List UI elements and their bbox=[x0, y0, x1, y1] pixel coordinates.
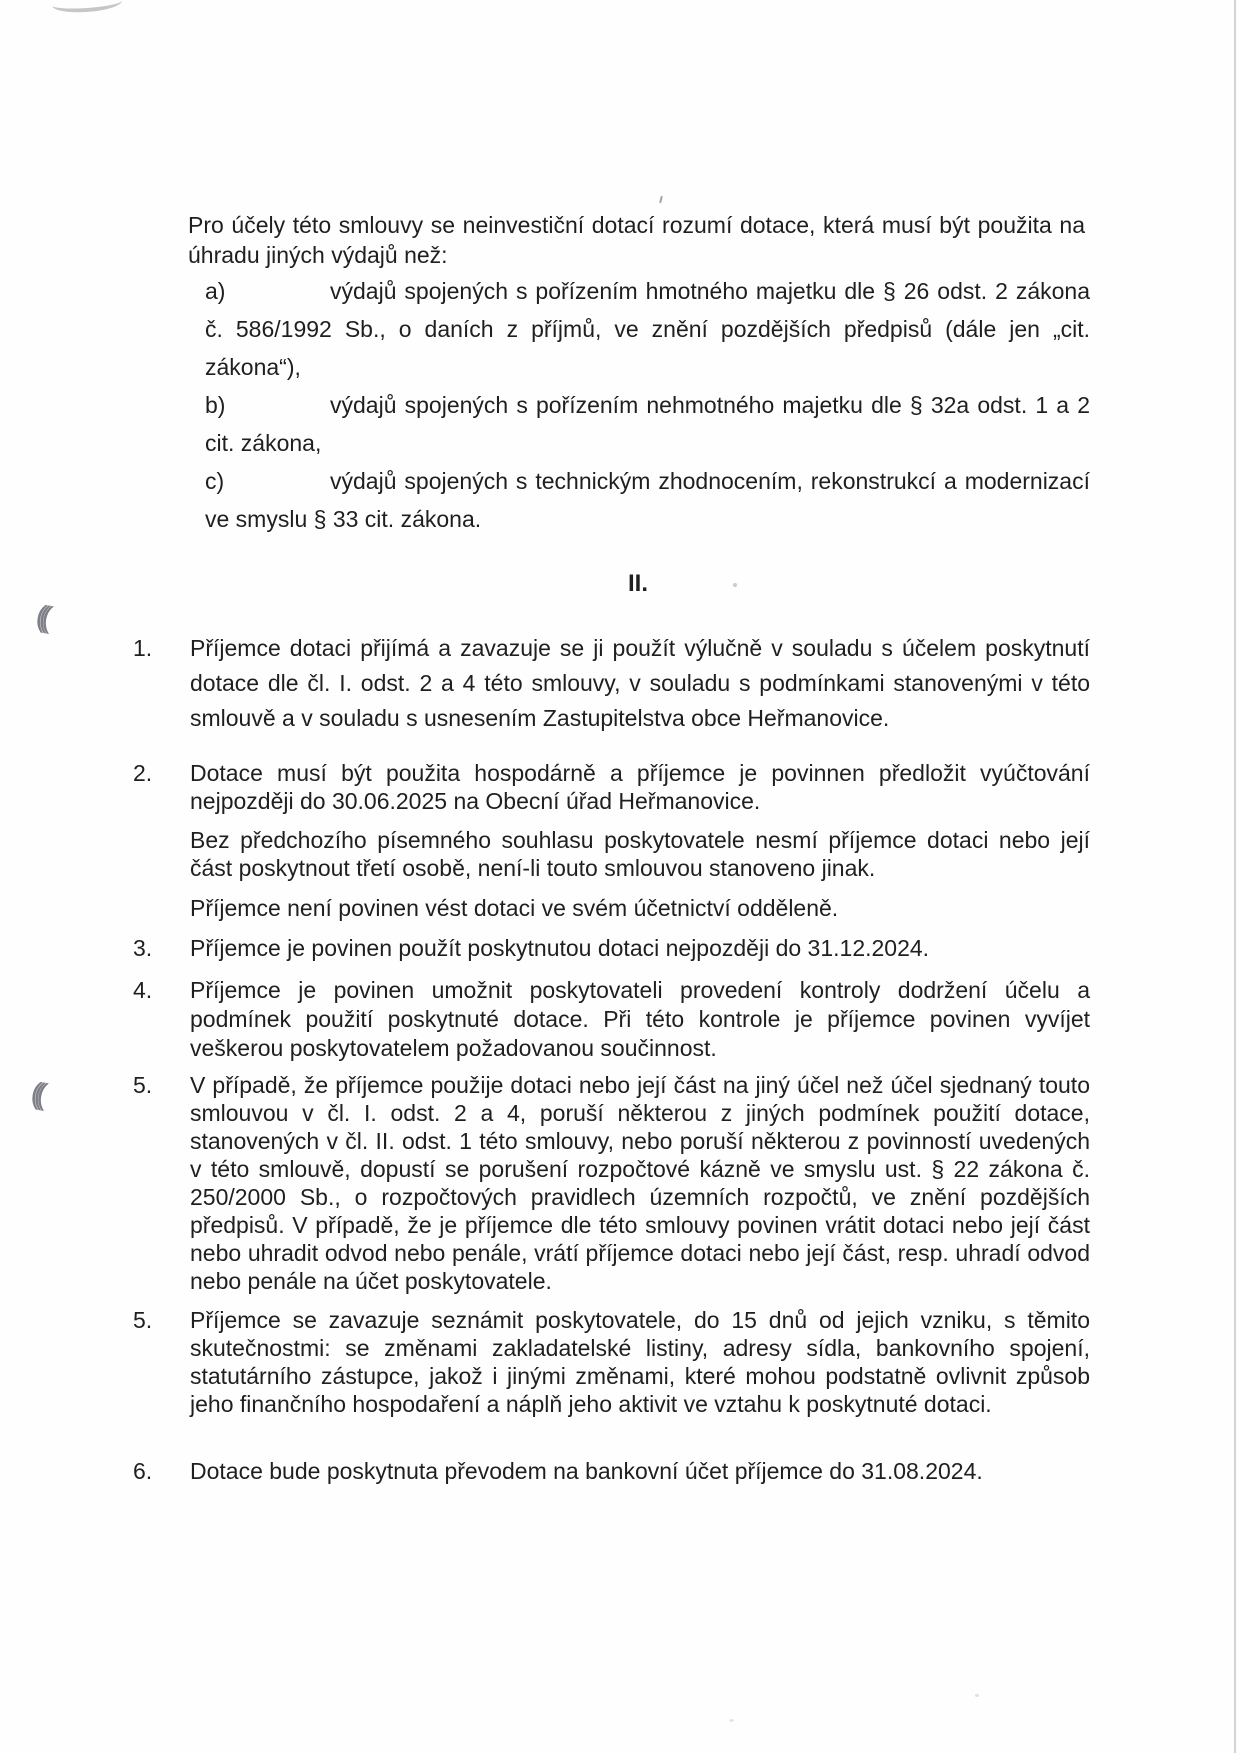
list-item-5-duplicate-text: Příjemce se zavazuje seznámit poskytovatele, do 15 dnů od jejich vzniku, s těmito skutečnostmi: se změnami zakladatelské listiny, adresy sídla, bankovního spojení, statutárního zástupce, jakož i jinými změnami, které mohou podstatně ovlivnit způsob jeho finančního hospodaření a náplň jeho aktivit ve vztahu k poskytnuté dotaci. bbox=[190, 1307, 1090, 1417]
letter-items bbox=[205, 272, 1090, 538]
list-item-5-duplicate bbox=[133, 1306, 1090, 1418]
letter-item-a bbox=[205, 272, 1090, 386]
letter-item-c-text: výdajů spojených s technickým zhodnocením, rekonstrukcí a modernizací ve smyslu § 33 cit. zákona. bbox=[205, 468, 1090, 532]
list-item-3-number: 3. bbox=[133, 935, 153, 961]
scan-smudge-top-left bbox=[51, 0, 122, 14]
letter-item-c bbox=[205, 462, 1090, 538]
letter-item-b-marker: b) bbox=[205, 392, 226, 418]
section-heading: II. bbox=[627, 570, 648, 597]
list-item-5-number: 5. bbox=[133, 1072, 153, 1098]
scan-edge-line bbox=[1234, 0, 1236, 1753]
list-item-2-subparagraph-1: Bez předchozího písemného souhlasu poskytovatele nesmí příjemce dotaci nebo její část poskytnout třetí osobě, není-li touto smlouvou stanoveno jinak. bbox=[190, 827, 1090, 881]
binding-mark-upper: ((( bbox=[33, 599, 48, 634]
list-item-3 bbox=[133, 934, 1090, 962]
intro-text: Pro účely této smlouvy se neinvestiční dotací rozumí dotace, která musí být použita na úhradu jiných výdajů než: bbox=[188, 212, 1085, 268]
letter-item-c-marker: c) bbox=[205, 468, 225, 494]
list-item-2 bbox=[133, 759, 1090, 815]
list-item-1 bbox=[133, 631, 1090, 736]
list-item-4 bbox=[133, 976, 1090, 1063]
intro-paragraph bbox=[188, 210, 1085, 270]
list-item-6 bbox=[133, 1457, 1090, 1485]
list-item-6-text: Dotace bude poskytnuta převodem na bankovní účet příjemce do 31.08.2024. bbox=[190, 1458, 983, 1484]
scan-speck-bottom-right bbox=[975, 1694, 979, 1697]
list-item-6-number: 6. bbox=[133, 1458, 153, 1484]
binding-mark-lower: ((( bbox=[28, 1076, 43, 1111]
list-item-2-subparagraph-2: Příjemce není povinen vést dotaci ve svém účetnictví odděleně. bbox=[190, 895, 839, 921]
list-item-4-number: 4. bbox=[133, 977, 153, 1003]
list-item-4-text: Příjemce je povinen umožnit poskytovateli provedení kontroly dodržení účelu a podmínek použití poskytnuté dotace. Při této kontrole je příjemce povinen vyvíjet veškerou poskytovatelem požadovanou součinnost. bbox=[190, 977, 1090, 1061]
list-item-5 bbox=[133, 1071, 1090, 1295]
list-item-1-text: Příjemce dotaci přijímá a zavazuje se ji použít výlučně v souladu s účelem poskytnutí dotace dle čl. I. odst. 2 a 4 této smlouvy, v souladu s podmínkami stanovenými v této smlouvě a v souladu s usnesením Zastupitelstva obce Heřmanovice. bbox=[190, 635, 1090, 731]
scan-speck-apostrophe bbox=[659, 196, 663, 203]
list-item-2-text: Dotace musí být použita hospodárně a příjemce je povinnen předložit vyúčtování nejpozději do 30.06.2025 na Obecní úřad Heřmanovice. bbox=[190, 760, 1090, 814]
letter-item-a-marker: a) bbox=[205, 278, 226, 304]
list-item-5-duplicate-number: 5. bbox=[133, 1307, 153, 1333]
letter-item-a-text: výdajů spojených s pořízením hmotného majetku dle § 26 odst. 2 zákona č. 586/1992 Sb., o daních z příjmů, ve znění pozdějších předpisů (dále jen „cit. zákona“), bbox=[205, 278, 1090, 380]
list-item-2-number: 2. bbox=[133, 760, 153, 786]
list-item-1-number: 1. bbox=[133, 635, 153, 661]
list-item-5-text: V případě, že příjemce použije dotaci nebo její část na jiný účel než účel sjednaný touto smlouvou v čl. I. odst. 2 a 4, poruší některou z jiných podmínek použití dotace, stanovených v čl. II. odst. 1 této smlouvy, nebo poruší některou z povinností uvedených v této smlouvě, dopustí se porušení rozpočtové kázně ve smyslu ust. § 22 zákona č. 250/2000 Sb., o rozpočtových pravidlech územních rozpočtů, ve znění pozdějších předpisů. V případě, že je příjemce dle této smlouvy povinen vrátit dotaci nebo její část nebo uhradit odvod nebo penále, vrátí příjemce dotaci nebo její část, resp. uhradí odvod nebo penále na účet poskytovatele. bbox=[190, 1072, 1090, 1294]
letter-item-b bbox=[205, 386, 1090, 462]
letter-item-b-text: výdajů spojených s pořízením nehmotného majetku dle § 32a odst. 1 a 2 cit. zákona, bbox=[205, 392, 1090, 456]
list-item-3-text: Příjemce je povinen použít poskytnutou dotaci nejpozději do 31.12.2024. bbox=[190, 935, 930, 961]
scan-speck-bottom-mid bbox=[729, 1719, 734, 1722]
